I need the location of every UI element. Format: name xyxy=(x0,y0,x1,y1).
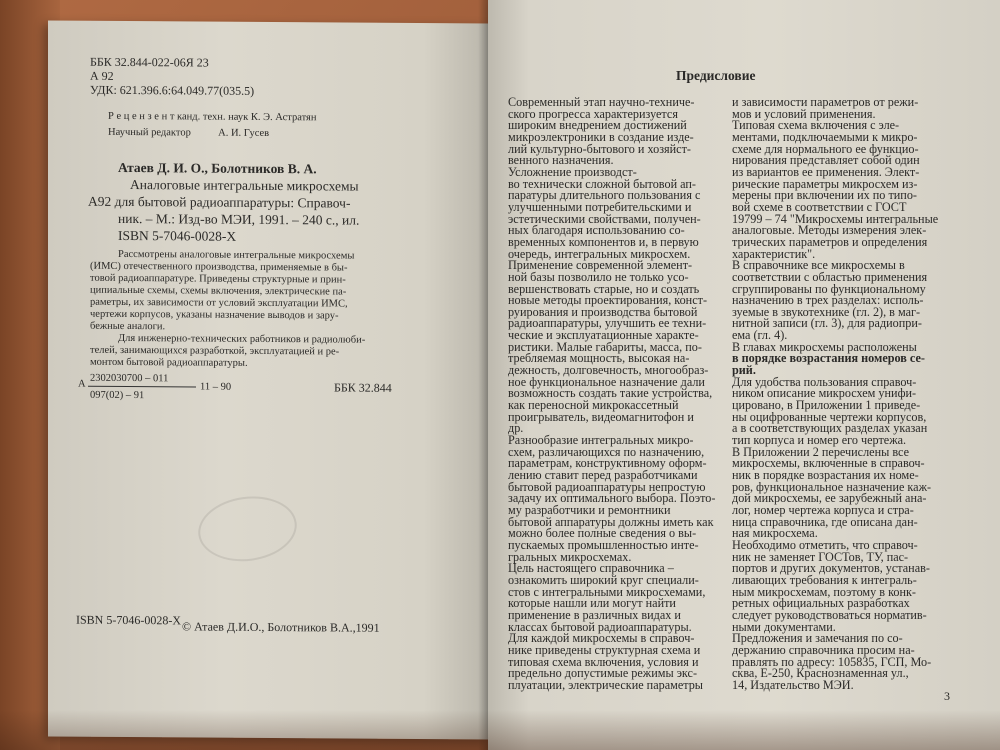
preface-line: лий культурно-бытового и хозяйст- xyxy=(508,141,691,156)
annotation-line: бежные аналоги. xyxy=(90,320,166,333)
preface-line: Для каждой микросхемы в справоч- xyxy=(508,631,695,646)
preface-line: микросхемы, включенные в справоч- xyxy=(732,456,925,471)
preface-line: Применение современной элемент- xyxy=(508,258,693,273)
preface-line: стов с интегральными микросхемами, xyxy=(508,584,706,599)
preface-line: ной базы позволило не только усо- xyxy=(508,269,689,284)
annotation-line: чертежи корпусов, указаны назначение выводов и зару- xyxy=(90,308,339,322)
preface-line: ны оцифрованные чертежи корпусов, xyxy=(732,409,927,424)
preface-line: лению ставит перед разработчиками xyxy=(508,468,698,482)
preface-line: назначению в трех разделах: исполь- xyxy=(732,293,924,308)
annotation xyxy=(90,249,365,371)
faded-stamp xyxy=(194,491,301,568)
preface-line: ник не заменяет ГОСТов, ТУ, пас- xyxy=(732,549,909,564)
preface-line: схем, различающихся по назначению, xyxy=(508,444,705,459)
preface-column-left xyxy=(508,97,715,691)
preface-line: тип корпуса и номер его чертежа. xyxy=(732,433,907,448)
preface-line: типовая схема включения, условия и xyxy=(508,654,699,669)
preface-line: очередь, интегральных микросхем. xyxy=(508,246,691,261)
preface-line: пускаемых промышленностью инте- xyxy=(508,537,699,552)
preface-line: ристики. Малые габариты, масса, по- xyxy=(508,339,702,354)
preface-line: ными документами. xyxy=(732,619,836,634)
preface-line: схеме для нормального ее функцио- xyxy=(732,141,919,156)
code-right: 11 – 90 xyxy=(200,381,232,393)
preface-line: ных благодаря использованию со- xyxy=(508,223,685,238)
preface-line: нитной записи (гл. 3), для радиопри- xyxy=(732,316,922,331)
preface-line: венного назначения. xyxy=(508,153,614,168)
catalog-line: А92 для бытовой радиоаппаратуры: Справоч- xyxy=(88,193,351,211)
preface-line: которые нашли или могут найти xyxy=(508,596,676,611)
preface-line: как переносной микрокассетный xyxy=(508,398,679,413)
annotation-line: товой радиоаппаратуре. Приведены структурные и прин- xyxy=(90,272,346,286)
preface-line: Предложения и замечания по со- xyxy=(732,631,903,646)
preface-line: следует руководствоваться норматив- xyxy=(732,607,927,622)
preface-line: Цель настоящего справочника – xyxy=(508,561,674,576)
preface-line: портов и других документов, устанав- xyxy=(732,561,930,576)
preface-line: Усложнение производст- xyxy=(508,164,637,179)
preface-line: ная микросхема. xyxy=(732,526,818,541)
preface-line: параметрам, конструктивному оформ- xyxy=(508,456,707,471)
reviewer-line xyxy=(108,111,317,124)
preface-line: Необходимо отметить, что справоч- xyxy=(732,537,918,552)
annotation-line: Рассмотрены аналоговые интегральные микросхемы xyxy=(118,248,355,262)
preface-line: ментами, подключаемыми к микро- xyxy=(732,129,918,144)
code-bottom: 097(02) – 91 xyxy=(90,389,145,402)
annotation-line: (ИМС) отечественного производства, применяемые в бы- xyxy=(90,260,348,274)
bbk-line: А 92 xyxy=(90,68,114,83)
preface-line: правлять по адресу: 105835, ГСП, Мо- xyxy=(732,654,932,669)
preface-line: радиоаппаратуры, улучшить ее техни- xyxy=(508,316,707,331)
preface-line: В Приложении 2 перечислены все xyxy=(732,444,909,459)
preface-line: и зависимости параметров от режи- xyxy=(732,95,919,109)
preface-line: мов и условий применения. xyxy=(732,106,876,121)
preface-line: руирования и производства бытовой xyxy=(508,304,698,319)
preface-line: ным микросхемам, поэтому в конк- xyxy=(732,584,916,599)
left-page xyxy=(48,20,490,739)
preface-line: ник в порядке возрастания их номе- xyxy=(732,468,919,482)
preface-line: рические параметры микросхем из- xyxy=(732,176,918,191)
code-letter: А xyxy=(78,378,86,390)
preface-line: возможность создать такие устройства, xyxy=(508,386,713,401)
preface-line: новые методы проектирования, конст- xyxy=(508,293,708,308)
preface-line: плуатации, электрические параметры xyxy=(508,677,703,692)
preface-line: держанию справочника просим на- xyxy=(732,642,915,657)
preface-line: ема (гл. 4). xyxy=(732,328,788,343)
preface-line: характеристик". xyxy=(732,246,816,261)
preface-line: трических параметров и определения xyxy=(732,234,928,249)
annotation-line: телей, занимающихся разработкой, эксплуатацией и ре- xyxy=(90,344,340,358)
preface-line: рий. xyxy=(732,363,756,378)
right-page xyxy=(488,0,1000,750)
isbn-footer: ISBN 5-7046-0028-X xyxy=(76,612,181,628)
preface-line: др. xyxy=(508,421,524,436)
preface-line: ческие и эксплуатационные характе- xyxy=(508,328,699,343)
preface-line: ником описание микросхем унифи- xyxy=(732,386,917,401)
preface-line: сква, Е-250, Краснознаменная ул., xyxy=(732,666,909,681)
preface-line: применение в различных видах и xyxy=(508,607,681,622)
preface-line: 14, Издательство МЭИ. xyxy=(732,677,854,692)
annotation-line: раметры, их зависимости от условий эксплуатации ИМС, xyxy=(90,296,348,310)
editor-value: А. И. Гусев xyxy=(218,127,270,140)
annotation-line: Для инженерно-технических работников и радиолюби- xyxy=(118,332,366,346)
preface-line: В справочнике все микросхемы в xyxy=(732,258,905,273)
preface-column-right xyxy=(732,97,938,691)
annotation-line: ципиальные схемы, схемы включения, электрические па- xyxy=(90,284,347,298)
preface-line: дой микросхемы, ее зарубежный ана- xyxy=(732,491,927,506)
catalog-line: Аналоговые интегральные микросхемы xyxy=(130,177,359,194)
preface-line: а в соответствующих разделах указан xyxy=(732,421,928,436)
preface-line: можно более полные сведения о вы- xyxy=(508,526,697,541)
code-top: 2302030700 – 011 xyxy=(90,372,169,385)
preface-line: нирования представляет собой один xyxy=(732,153,920,168)
preface-line: ница справочника, где описана дан- xyxy=(732,514,918,529)
page-number: 3 xyxy=(944,689,950,703)
preface-heading: Предисловие xyxy=(676,68,756,83)
preface-line: ное функциональное назначение дали xyxy=(508,374,705,389)
preface-line: эстетическими свойствами, получен- xyxy=(508,211,701,226)
copyright: © Атаев Д.И.О., Болотников В.А.,1991 xyxy=(182,619,380,635)
preface-line: Типовая схема включения с эле- xyxy=(732,118,900,133)
preface-line: классах бытовой радиоаппаратуры. xyxy=(508,619,692,634)
preface-line: ретных официальных разработках xyxy=(732,596,910,611)
preface-line: ознакомить широкий круг специали- xyxy=(508,572,699,587)
preface-line: бытовой радиоаппаратуры непростую xyxy=(508,479,706,494)
preface-line: дежность, долговечность, многообраз- xyxy=(508,363,709,378)
preface-line: улучшенными потребительскими и xyxy=(508,199,692,214)
preface-line: проигрыватель, видеомагнитофон и xyxy=(508,409,694,424)
preface-line: широким внедрением достижений xyxy=(508,118,687,133)
preface-line: 19799 – 74 "Микросхемы интегральные xyxy=(732,211,939,226)
preface-line: во технически сложной бытовой ап- xyxy=(508,176,696,191)
preface-line: гральных микросхемах. xyxy=(508,549,632,564)
preface-line: бытовой аппаратуры должны иметь как xyxy=(508,514,714,529)
preface-line: паратуры длительного пользования с xyxy=(508,188,701,203)
preface-line: ров, функциональное назначение каж- xyxy=(732,479,932,494)
preface-line: аналоговые. Методы измерения элек- xyxy=(732,223,927,238)
preface-line: Для удобства пользования справоч- xyxy=(732,374,917,389)
preface-line: требляемая мощность, высокая на- xyxy=(508,351,690,366)
isbn-line: ISBN 5-7046-0028-X xyxy=(118,227,237,244)
preface-line: цировано, в Приложении 1 приведе- xyxy=(732,398,921,413)
preface-line: задачу их оптимального выбора. Поэто- xyxy=(508,491,716,506)
udk-line: УДК: 621.396.6:64.049.77(035.5) xyxy=(90,82,255,98)
reviewer-value: канд. техн. наук К. Э. Астратян xyxy=(177,111,317,124)
preface-line: мерены при включении их по типо- xyxy=(732,188,917,203)
code-bbk: ББК 32.844 xyxy=(334,380,392,395)
preface-line: лог, номер чертежа корпуса и стра- xyxy=(732,502,914,517)
bbk-header xyxy=(90,55,254,98)
preface-line: ского прогресса характеризуется xyxy=(508,106,678,121)
bbk-line: ББК 32.844-022-06Я 23 xyxy=(90,54,209,70)
catalog-line: ник. – М.: Изд-во МЭИ, 1991. – 240 с., ил. xyxy=(118,210,360,228)
authors: Атаев Д. И. О., Болотников В. А. xyxy=(118,159,317,177)
annotation-line: монтом бытовой радиоаппаратуры. xyxy=(90,356,248,369)
editor-line xyxy=(108,127,269,140)
preface-line: из вариантов ее применения. Элект- xyxy=(732,164,920,179)
preface-line: сгруппированы по функциональному xyxy=(732,281,926,296)
preface-line: ливающих требования к интеграль- xyxy=(732,572,917,587)
code-fraction-rule xyxy=(88,386,196,388)
catalog-card xyxy=(88,159,359,246)
preface-line: вершенствовать старые, но и создать xyxy=(508,281,700,296)
editor-label: Научный редактор xyxy=(108,126,191,139)
preface-line: му разработчики и ремонтники xyxy=(508,502,671,517)
preface-line: соответствии с областью применения xyxy=(732,269,928,284)
preface-line: предельно допустимые режимы экс- xyxy=(508,666,698,681)
preface-line: временных компонентов и, в первую xyxy=(508,234,699,249)
preface-line: Разнообразие интегральных микро- xyxy=(508,433,694,448)
preface-line: нике приведены структурная схема и xyxy=(508,642,701,657)
preface-line: микроэлектроники в создание изде- xyxy=(508,129,694,144)
reviewer-label: Р е ц е н з е н т xyxy=(108,110,175,123)
table-shadow xyxy=(0,710,1000,750)
preface-line: Современный этап научно-техниче- xyxy=(508,95,695,109)
preface-line: зуемые в звукотехнике (гл. 2), в маг- xyxy=(732,304,921,319)
preface-line: в порядке возрастания номеров се- xyxy=(732,351,925,366)
preface-line: вой схеме в соответствии с ГОСТ xyxy=(732,199,907,214)
preface-line: В главах микросхемы расположены xyxy=(732,339,917,354)
